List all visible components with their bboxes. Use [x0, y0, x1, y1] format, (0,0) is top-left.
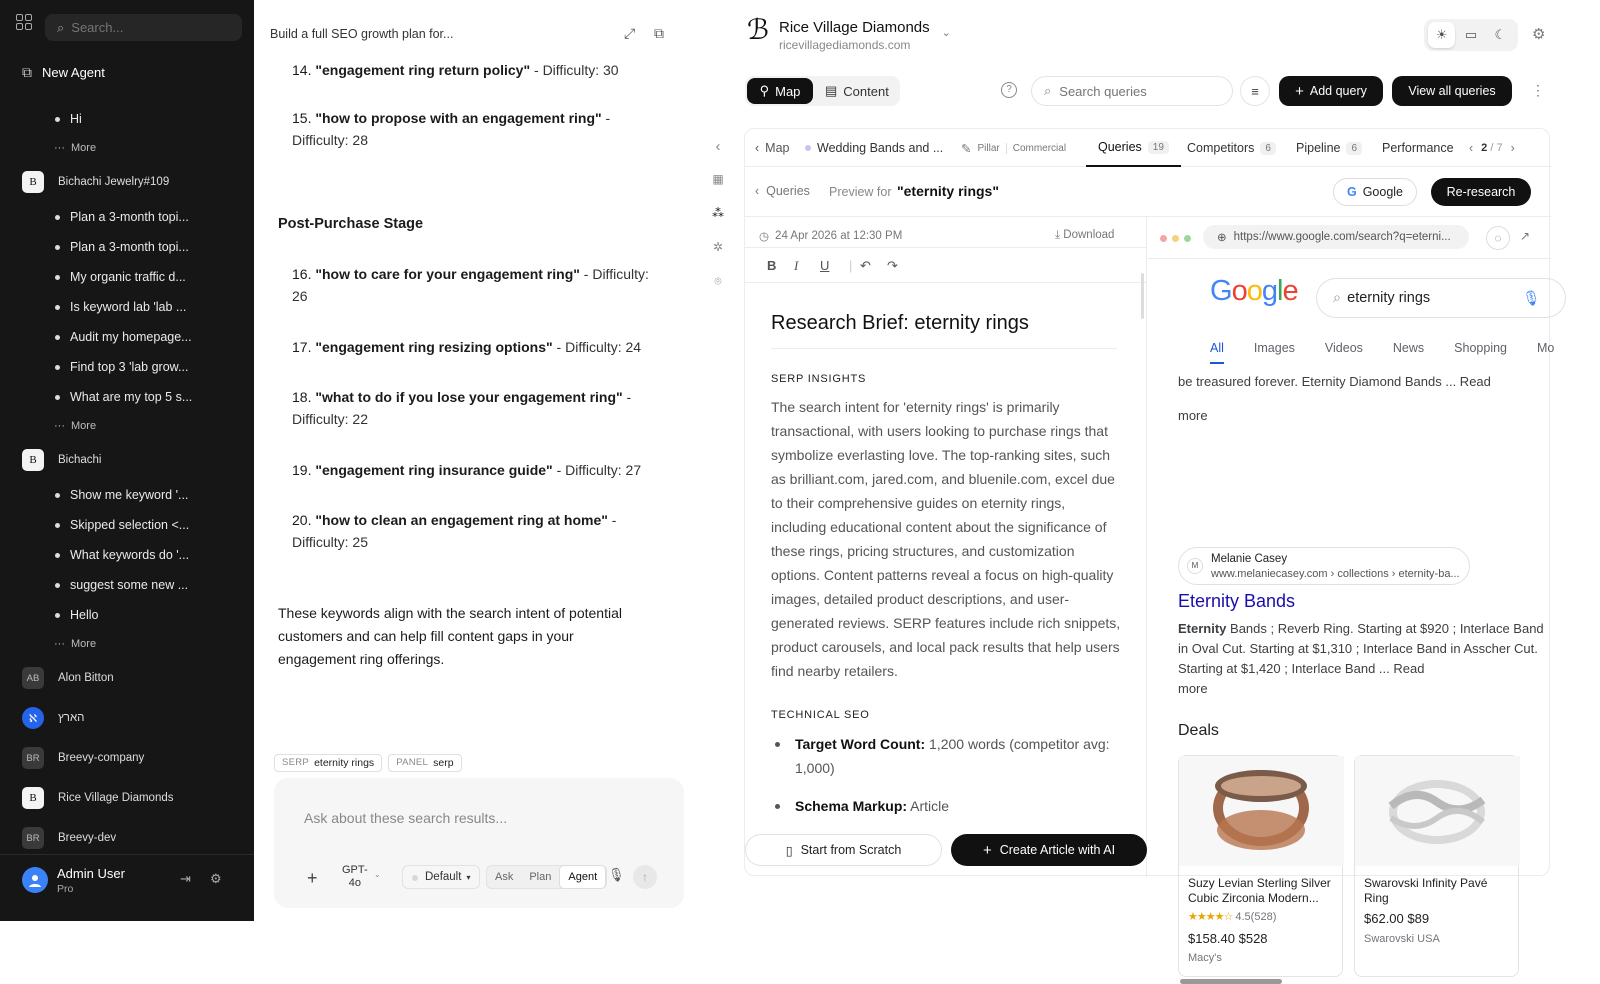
context-chip-panel[interactable]: PANEL serp	[388, 754, 461, 772]
sidebar-item[interactable]: My organic traffic d...	[0, 262, 254, 292]
sun-icon[interactable]: ☀	[1428, 22, 1455, 48]
workspace-avatar: AB	[22, 667, 44, 689]
chat-list-item-16: 16. "how to care for your engagement ring" - Difficulty: 26	[292, 266, 649, 304]
download-button[interactable]: ⤓ Download	[1055, 229, 1115, 241]
workspace-avatar: B	[22, 449, 44, 471]
google-tabs	[1210, 341, 1584, 364]
chat-list-item-15: 15. "how to propose with an engagement ring" - Difficulty: 28	[292, 110, 611, 148]
sidebar-item[interactable]: Hello	[0, 600, 254, 630]
preview-label: Preview for	[829, 185, 892, 199]
window-dot	[1160, 235, 1167, 242]
chat-panel	[254, 0, 692, 921]
query-card	[744, 128, 1555, 964]
sidebar-more-button[interactable]: ··· More	[54, 142, 97, 154]
send-arrow-icon[interactable]: ↑	[633, 865, 657, 889]
mode-toggle	[486, 865, 607, 889]
sidebar-item[interactable]: suggest some new ...	[0, 570, 254, 600]
mode-plan[interactable]: Plan	[529, 871, 552, 883]
sidebar-item[interactable]: Skipped selection <...	[0, 510, 254, 540]
theme-toggle	[1424, 19, 1518, 51]
sidebar	[0, 0, 254, 921]
workspace-avatar: ℵ	[22, 707, 44, 729]
view-all-queries-button[interactable]: View all queries	[1392, 76, 1512, 106]
panel-rail	[708, 138, 728, 308]
plus-icon: +	[1295, 82, 1304, 100]
research-brief	[745, 217, 1147, 877]
attach-plus-icon[interactable]: +	[307, 868, 318, 888]
workspace-avatar: B	[22, 171, 44, 193]
chat-list-item-20: 20. "how to clean an engagement ring at home" - Difficulty: 25	[292, 512, 617, 550]
chevron-down-icon: ⌄	[941, 27, 951, 39]
google-tab-images[interactable]: Images	[1253, 341, 1295, 355]
chevron-left-icon: ‹	[755, 184, 760, 198]
composer-input[interactable]: Ask about these search results...	[304, 810, 508, 826]
italic-icon[interactable]: I	[794, 258, 799, 273]
sidebar-item[interactable]: Audit my homepage...	[0, 322, 254, 352]
gear-icon[interactable]: ⚙	[1532, 26, 1546, 43]
workspace-avatar: B	[22, 787, 44, 809]
google-tab-all[interactable]: All	[1210, 341, 1224, 364]
chat-list-item-17: 17. "engagement ring resizing options" - Difficulty: 24	[292, 339, 642, 355]
google-logo: Google	[1210, 275, 1298, 307]
mode-select[interactable]: Default ▾	[402, 865, 480, 889]
sidebar-search[interactable]	[45, 14, 242, 41]
workspace-bichachi-jewelry[interactable]: B Bichachi Jewelry#109	[0, 162, 254, 202]
google-tab-news[interactable]: News	[1392, 341, 1425, 355]
new-agent-icon: ⧉	[22, 64, 32, 80]
tab-performance[interactable]: Performance	[1382, 141, 1454, 155]
preview-header	[745, 167, 1551, 217]
brand-url: ricevillagediamonds.com	[779, 38, 911, 52]
clipped-snippet: be treasured forever. Eternity Diamond Bands ... Read	[1178, 374, 1491, 389]
re-research-button[interactable]: Re-research	[1431, 178, 1531, 206]
user-avatar[interactable]	[22, 867, 48, 893]
stage-heading: Post-Purchase Stage	[278, 216, 424, 232]
copy-panel-icon[interactable]: ⧉	[654, 25, 664, 41]
silver-ring-image	[1355, 756, 1520, 866]
right-panel	[735, 0, 1600, 964]
tech-item: Schema Markup: Article	[795, 794, 1115, 818]
clipped-more[interactable]: more	[1178, 408, 1208, 423]
divider	[771, 348, 1117, 349]
technical-seo-heading: TECHNICAL SEO	[771, 709, 870, 721]
result-title[interactable]: Eternity Bands	[1178, 591, 1296, 611]
serp-preview	[1148, 217, 1555, 964]
query-search[interactable]	[1031, 76, 1233, 106]
workspace-breevy-company[interactable]: BR Breevy-company	[0, 738, 254, 778]
user-footer	[0, 854, 254, 921]
site-favicon-icon: M	[1187, 558, 1203, 574]
chat-list-item-19: 19. "engagement ring insurance guide" - Difficulty: 27	[292, 462, 642, 478]
redo-icon[interactable]: ↷	[887, 258, 898, 273]
underline-icon[interactable]: U	[820, 258, 830, 273]
site-name: Melanie Casey	[1211, 553, 1288, 565]
tab-pager: ‹ 2 / 7 ›	[1469, 141, 1515, 155]
result-more[interactable]: more	[1178, 681, 1208, 696]
user-icon	[28, 873, 42, 887]
workspace-breevy-dev[interactable]: BR Breevy-dev	[0, 818, 254, 858]
more-vertical-icon[interactable]: ⋮	[1531, 82, 1545, 98]
plus-icon: +	[982, 841, 992, 859]
gold-ring-image	[1179, 756, 1344, 866]
collapse-chevron-left-icon[interactable]: ‹	[715, 138, 721, 155]
mode-agent[interactable]: Agent	[559, 865, 606, 889]
logout-icon[interactable]: ⇥	[180, 871, 191, 886]
context-chip-serp[interactable]: SERP eternity rings	[274, 754, 382, 772]
sidebar-more-button[interactable]: ··· More	[54, 638, 97, 650]
chat-conclusion: These keywords align with the search intent of potential customers and can help fill content gaps in your engagement ring offerings.	[278, 605, 622, 667]
sidebar-item[interactable]: Is keyword lab 'lab ...	[0, 292, 254, 322]
serp-insights-heading: SERP INSIGHTS	[771, 373, 867, 385]
brief-actions	[745, 834, 1147, 878]
more-dots-icon: ···	[54, 142, 65, 154]
chevron-down-icon: ▾	[466, 872, 471, 882]
serp-insights-text: The search intent for 'eternity rings' is primarily transactional, with users looking to purchase rings that symbolize everlasting love. The top-ranking sites, such as brilliant.com, jared.com, and bluenile.com, excel due to their comprehensive guides on eternity rings, including educational content about the significance of these rings, pricing structures, and customization options. Content patterns reveal a focus on high-quality images, detailed product descriptions, and user-generated reviews. SERP features include rich snippets, product carousels, and local pack results that help users find nearby retailers.	[771, 399, 1121, 679]
browser-url[interactable]: ⊕ https://www.google.com/search?q=eterni...	[1203, 225, 1469, 249]
google-tab-more[interactable]: Mo	[1537, 341, 1555, 355]
rating-stars: ★★★★☆	[1188, 911, 1233, 923]
deal-card[interactable]	[1354, 755, 1519, 977]
sidebar-item[interactable]: Show me keyword '...	[0, 480, 254, 510]
google-search-box[interactable]: ⌕ eternity rings 🎙	[1316, 278, 1566, 318]
chevron-left-icon[interactable]: ‹	[1469, 141, 1474, 155]
deal-name: Suzy Levian Sterling Silver Cubic Zirconia Modern...	[1188, 876, 1331, 905]
brief-scrollbar[interactable]	[1141, 273, 1144, 319]
create-article-ai-button[interactable]: + Create Article with AI	[951, 834, 1147, 866]
window-dot	[1172, 235, 1179, 242]
model-selector[interactable]: GPT- 4o	[342, 864, 368, 889]
workspace-avatar: BR	[22, 827, 44, 849]
map-icon: ⚲	[759, 83, 770, 98]
workspace-avatar: BR	[22, 747, 44, 769]
pillar-dot	[805, 145, 811, 151]
chat-composer	[274, 778, 684, 908]
card-tabs	[745, 129, 1551, 167]
workspace-alon-bitton[interactable]: AB Alon Bitton	[0, 658, 254, 698]
deals-scrollbar[interactable]	[1180, 979, 1282, 984]
preview-query: "eternity rings"	[897, 183, 999, 199]
edit-pencil-icon[interactable]: ✎	[961, 141, 972, 156]
sidebar-conversations	[0, 104, 254, 858]
google-button[interactable]: G Google	[1333, 178, 1417, 206]
sidebar-item[interactable]: Plan a 3-month topi...	[0, 232, 254, 262]
context-chips	[274, 754, 462, 772]
deal-rating: ★★★★☆ 4.5(528)	[1188, 911, 1277, 923]
deal-price: $158.40 $528	[1188, 931, 1268, 946]
chat-bubble-icon[interactable]: ◌	[1486, 226, 1510, 250]
new-agent-button[interactable]	[22, 64, 105, 81]
sidebar-search-input[interactable]	[71, 20, 221, 35]
tab-pipeline[interactable]: Pipeline 6	[1296, 129, 1362, 167]
mode-ask[interactable]: Ask	[495, 871, 514, 883]
brand-logo: ℬ	[747, 15, 770, 46]
map-view-button[interactable]: ⚲ Map	[747, 78, 813, 104]
back-to-map[interactable]: ‹ Map	[755, 141, 790, 155]
globe-icon: ⊕	[1217, 232, 1227, 244]
deals-heading: Deals	[1178, 722, 1219, 739]
search-icon: ⌕	[1044, 83, 1052, 98]
filter-icon[interactable]: ≡	[1240, 76, 1270, 106]
site-url: www.melaniecasey.com › collections › eternity-ba...	[1211, 568, 1460, 580]
help-icon[interactable]: ?	[1001, 82, 1017, 98]
model-chevron-down-icon: ⌄	[374, 870, 381, 879]
window-dot	[1184, 235, 1191, 242]
settings-gear-icon[interactable]: ⚙	[210, 871, 222, 886]
editor-toolbar	[745, 247, 1147, 283]
moon-icon[interactable]: ☾	[1494, 27, 1507, 42]
deal-name: Swarovski Infinity Pavé Ring	[1364, 876, 1488, 905]
add-query-button[interactable]: + Add query	[1279, 76, 1383, 106]
location-pin-icon[interactable]: ⌾	[714, 274, 722, 288]
google-tab-videos[interactable]: Videos	[1324, 341, 1363, 355]
chat-list-item-14: 14. "engagement ring return policy" - Difficulty: 30	[292, 62, 619, 78]
workspace-rice-village[interactable]: B Rice Village Diamonds	[0, 778, 254, 818]
download-icon: ⤓	[1055, 229, 1061, 241]
sidebar-item[interactable]: What are my top 5 s...	[0, 382, 254, 412]
apps-grid-icon[interactable]	[16, 14, 32, 30]
network-graph-icon[interactable]: ⁂	[712, 206, 724, 220]
divider: |	[849, 258, 853, 273]
grid-view-icon[interactable]: ▦	[712, 172, 724, 186]
chat-title: Build a full SEO growth plan for...	[270, 27, 454, 41]
clock-icon: ◷	[759, 231, 770, 243]
back-to-queries[interactable]: ‹ Queries	[755, 184, 810, 198]
brand-name: Rice Village Diamonds	[779, 19, 930, 36]
sidebar-item[interactable]: Find top 3 'lab grow...	[0, 352, 254, 382]
pillar-breadcrumb[interactable]: Wedding Bands and ...	[805, 129, 943, 167]
deal-store: Macy's	[1188, 952, 1222, 964]
settings-cog-icon[interactable]: ✲	[712, 240, 724, 254]
deal-card[interactable]	[1178, 755, 1343, 977]
deal-store: Swarovski USA	[1364, 933, 1440, 945]
sidebar-item[interactable]: Hi	[0, 104, 254, 134]
result-site[interactable]	[1178, 547, 1470, 585]
sidebar-item[interactable]: Plan a 3-month topi...	[0, 202, 254, 232]
deal-price: $62.00 $89	[1364, 911, 1430, 926]
sidebar-more-button[interactable]: ··· More	[54, 420, 97, 432]
tech-item: Target Word Count: 1,200 words (competitor avg: 1,000)	[795, 732, 1115, 780]
chat-list-item-18: 18. "what to do if you lose your engagement ring" - Difficulty: 22	[292, 389, 632, 427]
brief-date: ◷ 24 Apr 2026 at 12:30 PM	[759, 230, 903, 243]
google-tab-shopping[interactable]: Shopping	[1454, 341, 1507, 355]
monitor-icon[interactable]: ▭	[1464, 27, 1478, 42]
user-plan: Pro	[57, 883, 74, 895]
document-icon: ▯	[785, 843, 793, 858]
microphone-icon[interactable]: 🎙	[1522, 290, 1541, 307]
undo-icon[interactable]: ↶	[860, 258, 871, 273]
brief-title: Research Brief: eternity rings	[771, 312, 1029, 334]
tab-queries[interactable]: Queries 19	[1086, 129, 1181, 167]
external-link-icon[interactable]: ↗	[1520, 229, 1531, 243]
result-snippet: Eternity Bands ; Reverb Ring. Starting at $920 ; Interlace Band in Oval Cut. Starting at $1,310 ; Interlace Band in Asscher Cut. Starting at $1,420 ; Interlace Band ... Read	[1178, 621, 1544, 676]
sidebar-item[interactable]: What keywords do '...	[0, 540, 254, 570]
map-toolbar	[735, 68, 1600, 114]
tab-competitors[interactable]: Competitors 6	[1187, 129, 1276, 167]
document-icon: ▤	[825, 83, 838, 98]
search-icon: ⌕	[57, 19, 65, 35]
workspace-haaretz[interactable]: ℵ הארץ	[0, 698, 254, 738]
chevron-right-icon[interactable]: ›	[1510, 141, 1515, 155]
more-dots-icon: ···	[54, 638, 65, 650]
start-from-scratch-button[interactable]: ▯ Start from Scratch	[745, 834, 942, 866]
microphone-icon[interactable]: 🎙	[608, 867, 625, 882]
workspace-bichachi[interactable]: B Bichachi	[0, 440, 254, 480]
more-dots-icon: ···	[54, 420, 65, 432]
google-g-icon: G	[1346, 185, 1357, 199]
bold-icon[interactable]: B	[767, 258, 777, 273]
chevron-left-icon: ‹	[755, 141, 760, 155]
new-agent-label: New Agent	[42, 65, 105, 80]
composer-controls	[274, 864, 684, 894]
browser-bar	[1148, 217, 1551, 259]
query-search-input[interactable]	[1059, 84, 1209, 99]
search-icon: ⌕	[1333, 290, 1342, 306]
view-toggle	[745, 76, 900, 106]
expand-icon[interactable]: ⤢	[624, 25, 636, 41]
content-view-button[interactable]: ▤ Content	[825, 83, 889, 99]
pillar-tags: ✎ Pillar Commercial	[961, 141, 1067, 156]
brand-switcher[interactable]	[747, 15, 951, 52]
user-name: Admin User	[57, 866, 125, 881]
